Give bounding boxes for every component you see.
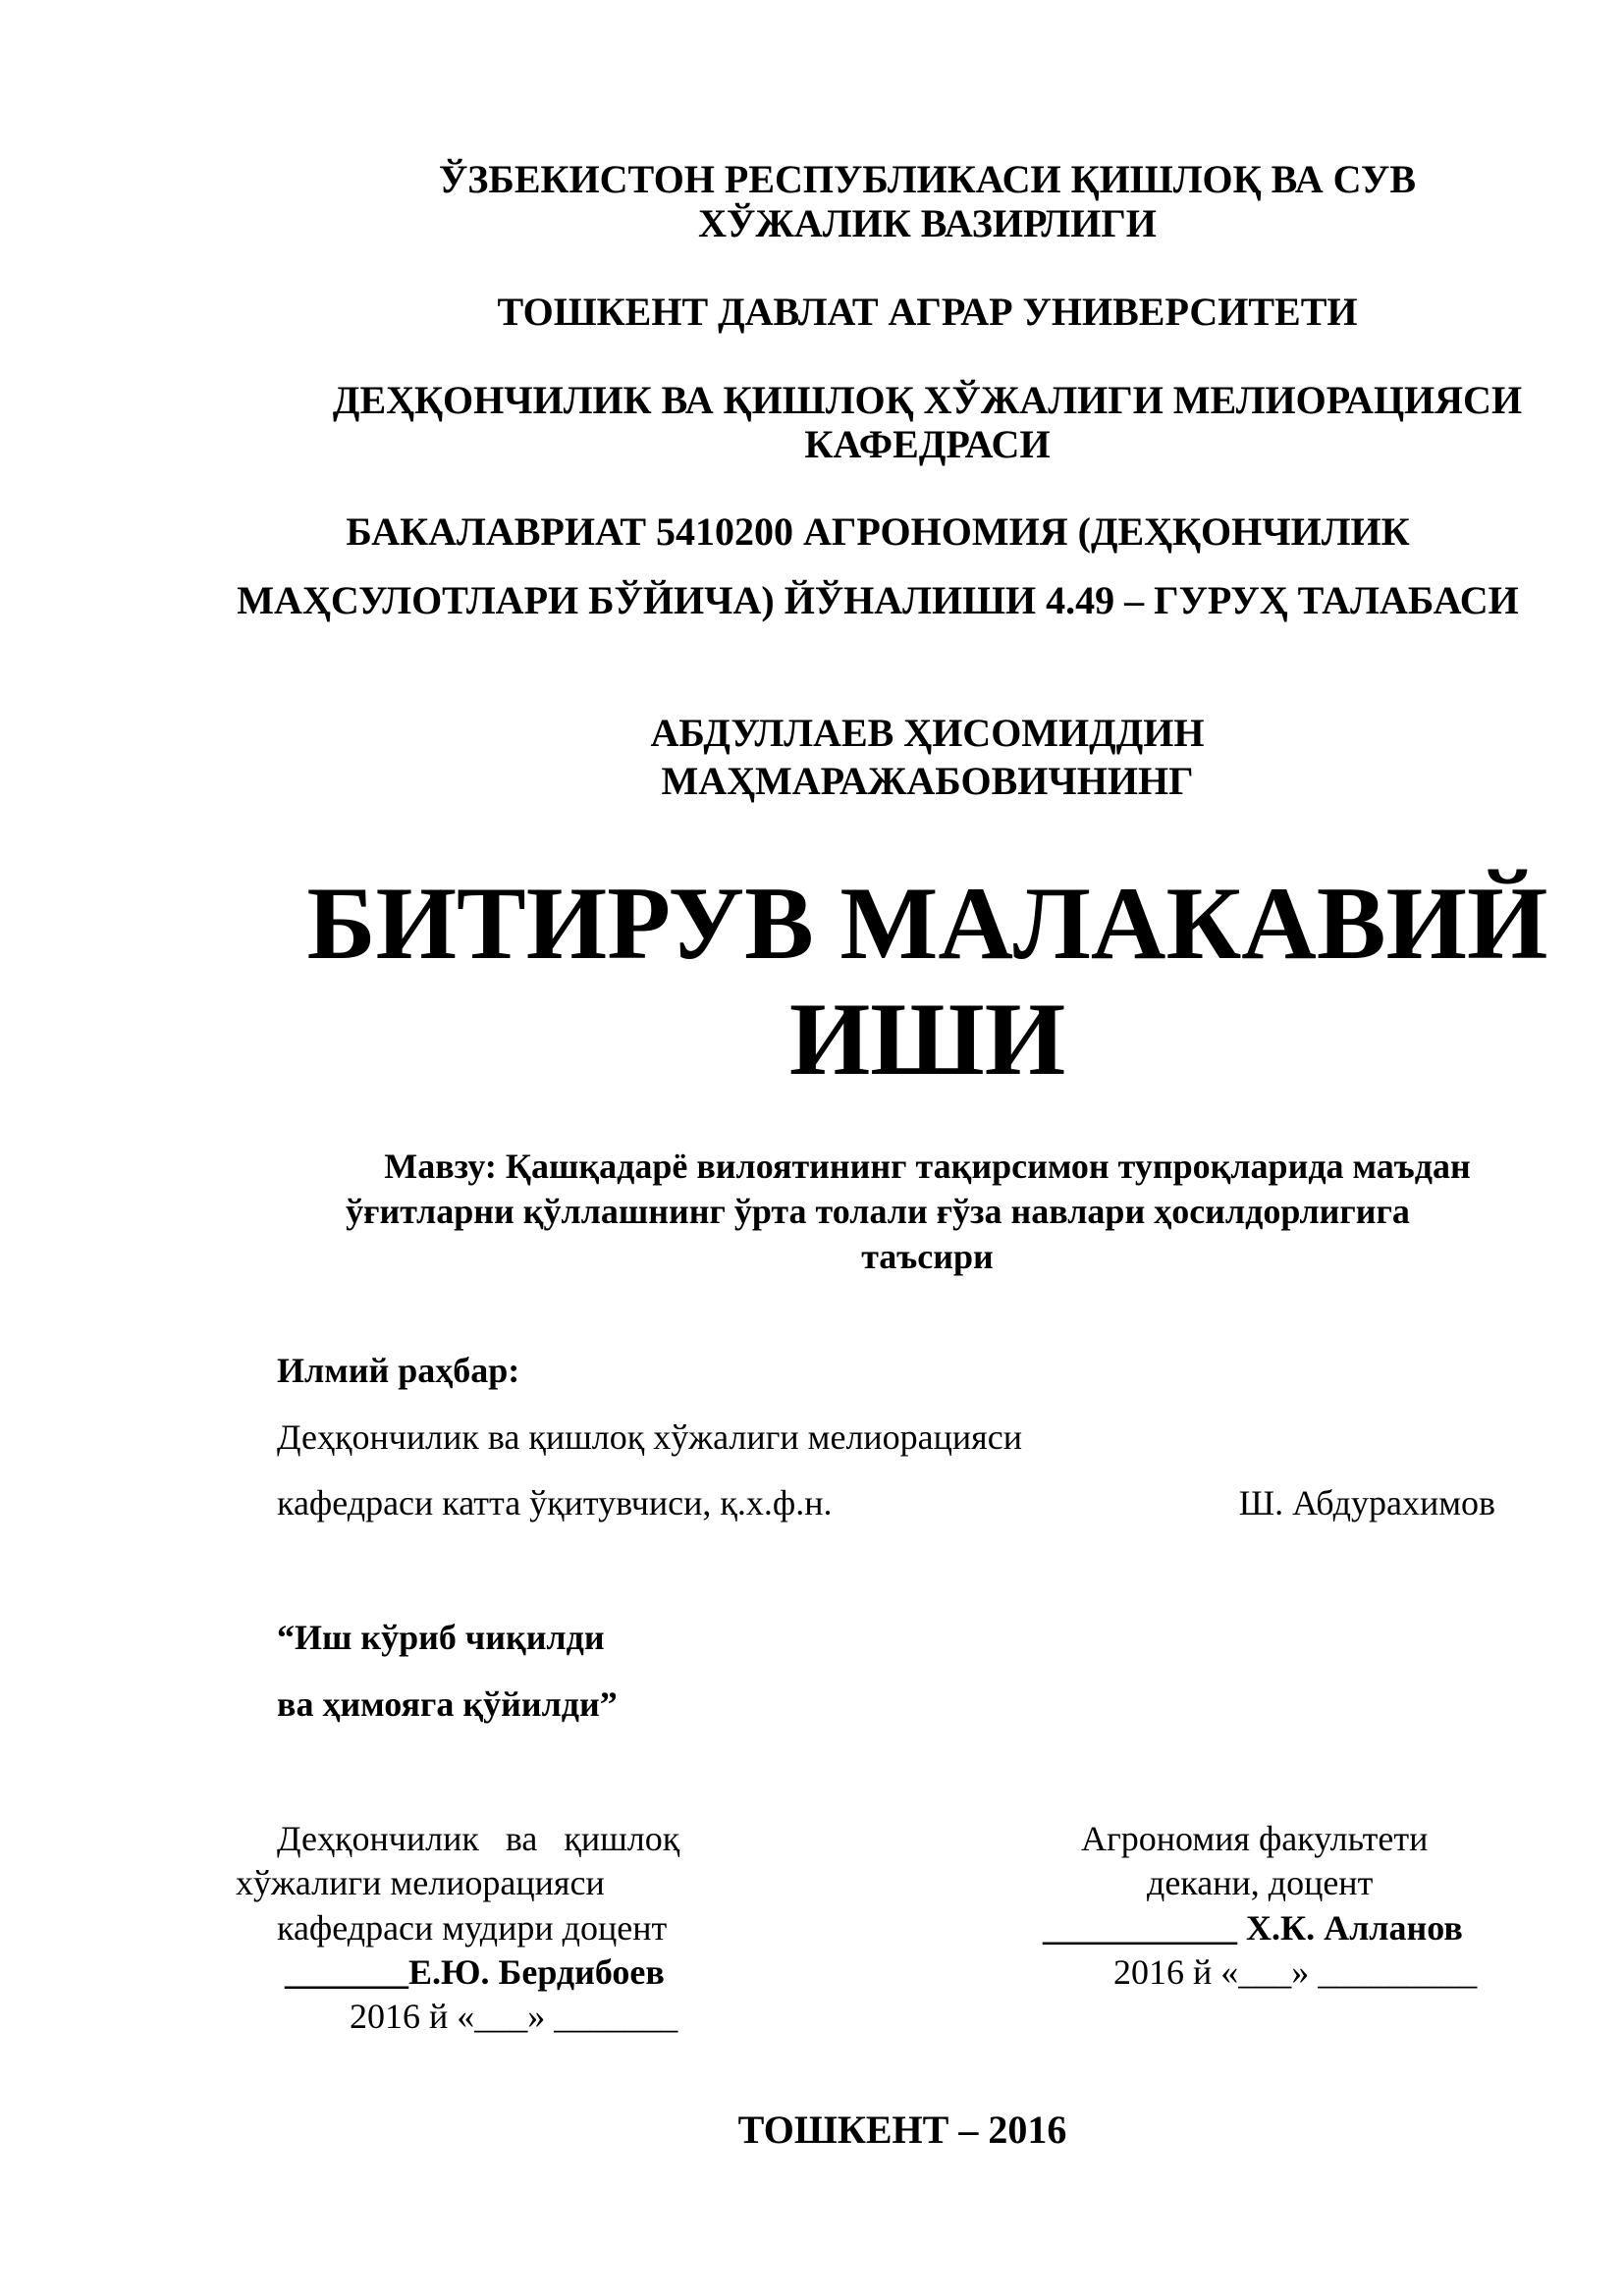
supervisor-heading: Илмий раҳбар: [277, 1351, 520, 1390]
program-line-1: БАКАЛАВРИАТ 5410200 АГРОНОМИЯ (ДЕҲҚОНЧИЛИК [346, 509, 1410, 554]
department-line-1: ДЕҲҚОНЧИЛИК ВА ҚИШЛОҚ ХЎЖАЛИГИ МЕЛИОРАЦИЯСИ [332, 378, 1523, 422]
university-name: ТОШКЕНТ ДАВЛАТ АГРАР УНИВЕРСИТЕТИ [497, 290, 1358, 334]
right-signature-name: ___________ Х.К. Алланов [1043, 1908, 1463, 1948]
left-signature-line-3: кафедраси мудири доцент [277, 1908, 668, 1948]
city-year: ТОШКЕНТ – 2016 [737, 2108, 1067, 2152]
ministry-line-2: ХЎЖАЛИК ВАЗИРЛИГИ [698, 201, 1157, 245]
supervisor-name: Ш. Абдурахимов [1238, 1483, 1495, 1522]
student-name-line-2: МАҲМАРАЖАБОВИЧНИНГ [661, 759, 1194, 803]
program-line-2: МАҲСУЛОТЛАРИ БЎЙИЧА) ЙЎНАЛИШИ 4.49 – ГУРУҲ ТАЛАБАСИ [237, 578, 1519, 622]
topic-line-1: Мавзу: Қашқадарё вилоятининг тақирсимон тупроқларида маъдан [384, 1147, 1471, 1186]
supervisor-line-1: Деҳқончилик ва қишлоқ хўжалиги мелиорацияси [277, 1417, 1022, 1457]
review-line-1: “Иш кўриб чиқилди [277, 1618, 605, 1657]
topic-line-2: ўғитларни қўллашнинг ўрта толали ғўза навлари ҳосилдорлигига [346, 1192, 1410, 1231]
review-line-2: ва ҳимояга қўйилди” [277, 1684, 618, 1724]
right-signature-line-2: декани, доцент [1147, 1863, 1374, 1902]
left-signature-name: _______Е.Ю. Бердибоев [285, 1952, 665, 1992]
left-signature-line-2: хўжалиги мелиорацияси [236, 1863, 605, 1902]
student-name-line-1: АБДУЛЛАЕВ ҲИСОМИДДИН [650, 711, 1205, 755]
work-title-line-1: БИТИРУВ МАЛАКАВИЙ [306, 866, 1548, 981]
supervisor-line-2: кафедраси катта ўқитувчиси, қ.х.ф.н. [277, 1483, 833, 1522]
topic-line-3: таъсири [861, 1237, 994, 1276]
left-signature-line-1: Деҳқончилик ва қишлоқ [277, 1819, 680, 1858]
left-signature-date: 2016 й «___» _______ [350, 1997, 678, 2036]
work-title-line-2: ИШИ [788, 982, 1066, 1096]
ministry-line-1: ЎЗБЕКИСТОН РЕСПУБЛИКАСИ ҚИШЛОҚ ВА СУВ [438, 157, 1417, 201]
right-signature-date: 2016 й «___» _________ [1113, 1952, 1478, 1992]
department-line-2: КАФЕДРАСИ [804, 422, 1051, 466]
right-signature-line-1: Агрономия факультети [1081, 1819, 1429, 1858]
